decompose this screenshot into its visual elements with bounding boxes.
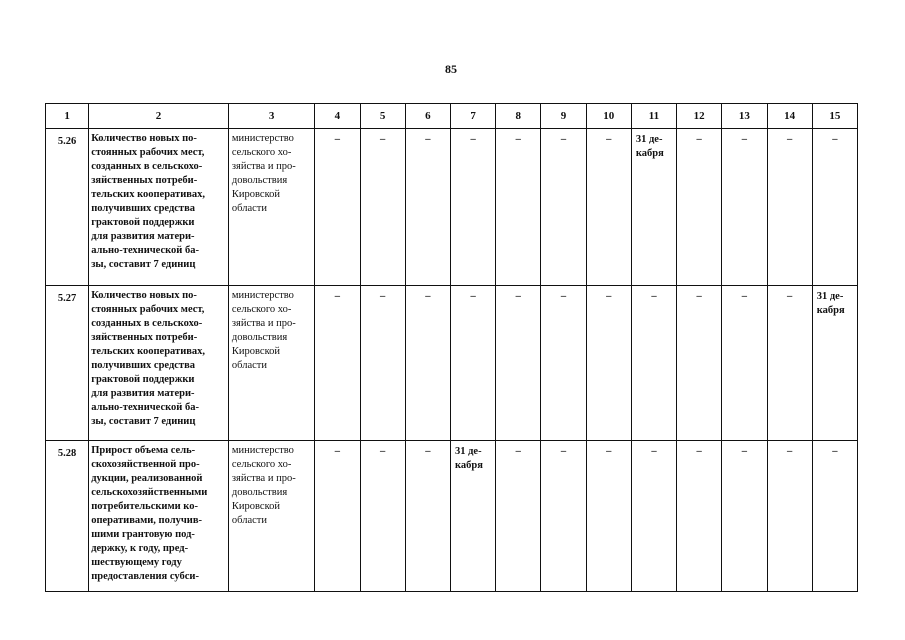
column-header-5: 5: [360, 104, 405, 129]
empty-dash-cell: –: [405, 286, 450, 441]
column-header-7: 7: [450, 104, 495, 129]
empty-dash-cell: –: [360, 129, 405, 286]
empty-dash-cell: –: [722, 441, 767, 592]
empty-dash-cell: –: [315, 441, 360, 592]
column-header-3: 3: [228, 104, 314, 129]
empty-dash-cell: –: [360, 441, 405, 592]
responsible-organization: министерство сельского хо- зяйства и про- довольствия Кировской области: [228, 441, 314, 592]
empty-dash-cell: –: [631, 286, 676, 441]
empty-dash-cell: –: [315, 286, 360, 441]
indicator-description: Количество новых по- стоянных рабочих мест, созданных в сельскохо- зяйственных потреби- тельских кооперативах, получивших средства грактовой поддержки для развития матери- ально-технической ба- зы, составит 7 единиц: [89, 286, 229, 441]
table-row: [46, 129, 858, 286]
empty-dash-cell: –: [722, 129, 767, 286]
empty-dash-cell: –: [677, 441, 722, 592]
empty-dash-cell: –: [767, 129, 812, 286]
deadline-cell: 31 де- кабря: [631, 129, 676, 286]
empty-dash-cell: –: [450, 129, 495, 286]
column-header-10: 10: [586, 104, 631, 129]
row-number: 5.28: [46, 441, 89, 592]
empty-dash-cell: –: [722, 286, 767, 441]
row-number: 5.27: [46, 286, 89, 441]
empty-dash-cell: –: [677, 129, 722, 286]
schedule-table: [45, 103, 858, 592]
indicator-description: Количество новых по- стоянных рабочих мест, созданных в сельскохо- зяйственных потреби- тельских кооперативах, получивших средства грактовой поддержки для развития матери- ально-технической ба- зы, составит 7 единиц: [89, 129, 229, 286]
page-number: 85: [445, 62, 457, 76]
column-header-6: 6: [405, 104, 450, 129]
column-header-13: 13: [722, 104, 767, 129]
empty-dash-cell: –: [586, 441, 631, 592]
empty-dash-cell: –: [767, 441, 812, 592]
empty-dash-cell: –: [677, 286, 722, 441]
empty-dash-cell: –: [496, 286, 541, 441]
empty-dash-cell: –: [586, 286, 631, 441]
empty-dash-cell: –: [405, 441, 450, 592]
indicator-description: Прирост объема сель- скохозяйственной про- дукции, реализованной сельскохозяйственными потребительскими ко- оперативами, получив- шими грантовую под- держку, к году, пред- шествующему году предоставления субси-: [89, 441, 229, 592]
empty-dash-cell: –: [360, 286, 405, 441]
empty-dash-cell: –: [812, 441, 857, 592]
empty-dash-cell: –: [541, 129, 586, 286]
column-header-9: 9: [541, 104, 586, 129]
empty-dash-cell: –: [496, 441, 541, 592]
column-header-11: 11: [631, 104, 676, 129]
empty-dash-cell: –: [812, 129, 857, 286]
column-header-2: 2: [89, 104, 229, 129]
column-header-12: 12: [677, 104, 722, 129]
empty-dash-cell: –: [450, 286, 495, 441]
table-row: [46, 286, 858, 441]
responsible-organization: министерство сельского хо- зяйства и про- довольствия Кировской области: [228, 286, 314, 441]
empty-dash-cell: –: [496, 129, 541, 286]
header-row: [46, 104, 858, 129]
column-header-1: 1: [46, 104, 89, 129]
deadline-cell: 31 де- кабря: [450, 441, 495, 592]
empty-dash-cell: –: [405, 129, 450, 286]
column-header-4: 4: [315, 104, 360, 129]
table-row: [46, 441, 858, 592]
empty-dash-cell: –: [541, 441, 586, 592]
column-header-8: 8: [496, 104, 541, 129]
row-number: 5.26: [46, 129, 89, 286]
empty-dash-cell: –: [586, 129, 631, 286]
column-header-15: 15: [812, 104, 857, 129]
empty-dash-cell: –: [315, 129, 360, 286]
empty-dash-cell: –: [631, 441, 676, 592]
responsible-organization: министерство сельского хо- зяйства и про- довольствия Кировской области: [228, 129, 314, 286]
column-header-14: 14: [767, 104, 812, 129]
empty-dash-cell: –: [767, 286, 812, 441]
empty-dash-cell: –: [541, 286, 586, 441]
deadline-cell: 31 де- кабря: [812, 286, 857, 441]
